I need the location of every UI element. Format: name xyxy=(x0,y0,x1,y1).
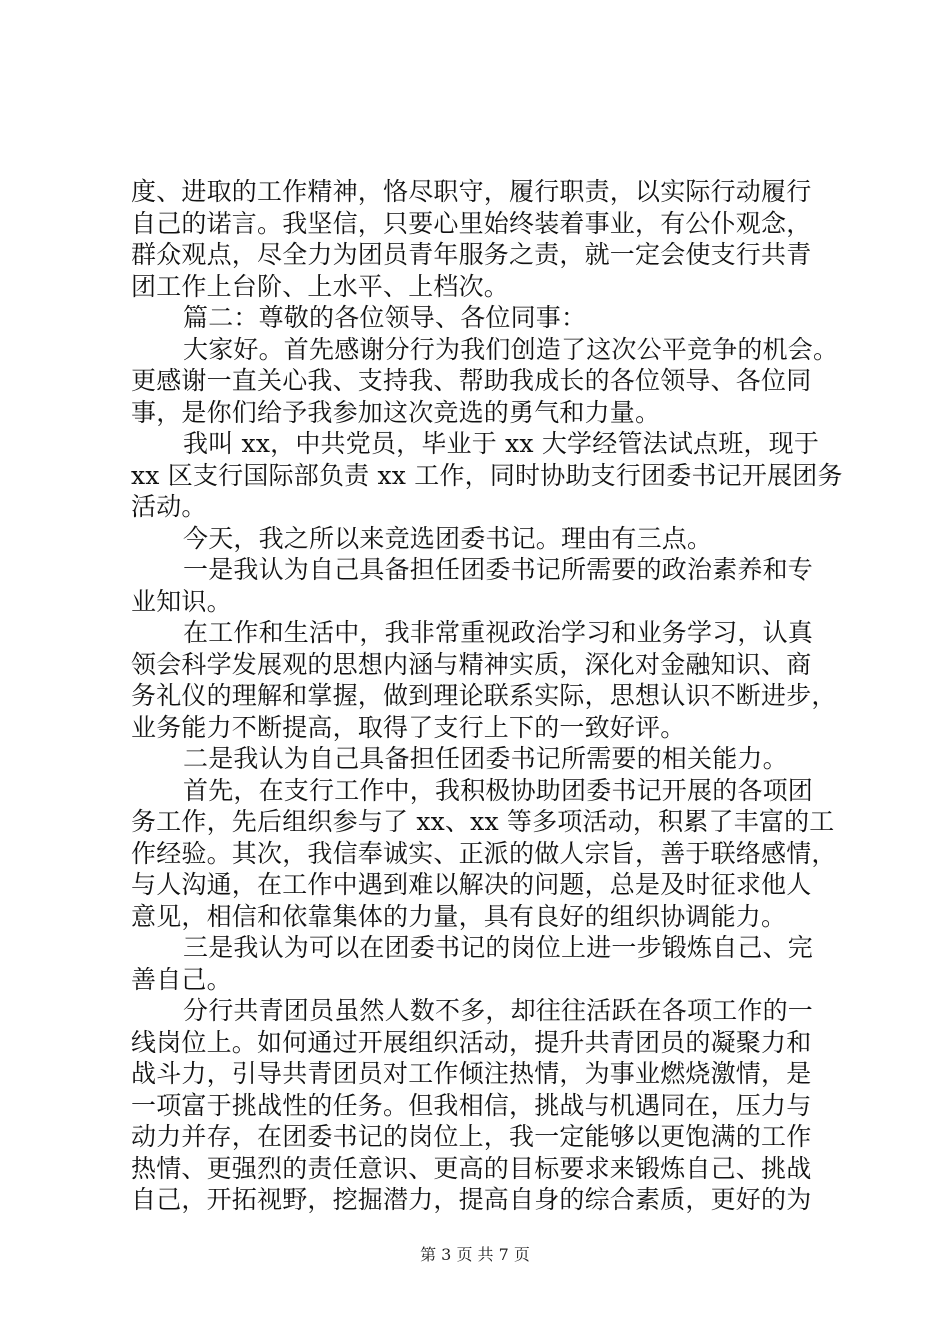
text-line: xx 区支行国际部负责 xx 工作，同时协助支行团委书记开展团务 xyxy=(131,460,843,490)
text-line: 事，是你们给予我参加这次竞选的勇气和力量。 xyxy=(131,397,661,427)
text-line: 今天，我之所以来竞选团委书记。理由有三点。 xyxy=(183,523,713,553)
text-line: 与人沟通，在工作中遇到难以解决的问题，总是及时征求他人 xyxy=(131,870,812,899)
text-line: 二是我认为自己具备担任团委书记所需要的相关能力。 xyxy=(183,744,788,773)
body-text xyxy=(131,176,843,1216)
text-line: 我叫 xx，中共党员，毕业于 xx 大学经管法试点班，现于 xyxy=(183,429,820,458)
text-line: 在工作和生活中，我非常重视政治学习和业务学习，认真 xyxy=(183,618,814,647)
text-line: 领会科学发展观的思想内涵与精神实质，深化对金融知识、商 xyxy=(131,649,812,679)
text-line: 首先，在支行工作中，我积极协助团委书记开展的各项团 xyxy=(183,775,814,805)
text-line: 作经验。其次，我信奉诚实、正派的做人宗旨，善于联络感情， xyxy=(131,838,837,868)
text-line: 团工作上台阶、上水平、上档次。 xyxy=(131,271,510,301)
text-line: 业务能力不断提高，取得了支行上下的一致好评。 xyxy=(131,712,686,742)
page-footer: 第 3 页 共 7 页 xyxy=(420,1245,530,1264)
text-line: 一是我认为自己具备担任团委书记所需要的政治素养和专 xyxy=(183,555,814,584)
text-line: 篇二：尊敬的各位领导、各位同事： xyxy=(183,303,587,332)
text-line: 线岗位上。如何通过开展组织活动，提升共青团员的凝聚力和 xyxy=(131,1027,812,1057)
text-line: 自己的诺言。我坚信，只要心里始终装着事业，有公仆观念， xyxy=(131,208,812,238)
text-line: 自己，开拓视野，挖掘潜力，提高自身的综合素质，更好的为 xyxy=(131,1185,812,1214)
text-line: 务礼仪的理解和掌握，做到理论联系实际，思想认识不断进步， xyxy=(131,681,837,710)
text-line: 业知识。 xyxy=(131,586,232,616)
text-line: 活动。 xyxy=(131,492,207,521)
text-line: 分行共青团员虽然人数不多，却往往活跃在各项工作的一 xyxy=(183,996,814,1025)
text-line: 务工作，先后组织参与了 xx、xx 等多项活动，积累了丰富的工 xyxy=(131,807,835,836)
text-line: 意见，相信和依靠集体的力量，具有良好的组织协调能力。 xyxy=(131,901,787,931)
text-line: 一项富于挑战性的任务。但我相信，挑战与机遇同在，压力与 xyxy=(131,1090,812,1120)
text-line: 大家好。首先感谢分行为我们创造了这次公平竞争的机会。 xyxy=(183,334,839,364)
text-line: 战斗力，引导共青团员对工作倾注热情，为事业燃烧激情，是 xyxy=(131,1059,812,1088)
text-line: 度、进取的工作精神，恪尽职守，履行职责，以实际行动履行 xyxy=(131,177,812,206)
text-line: 善自己。 xyxy=(131,964,232,994)
text-line: 热情、更强烈的责任意识、更高的目标要求来锻炼自己、挑战 xyxy=(131,1153,812,1183)
text-line: 更感谢一直关心我、支持我、帮助我成长的各位领导、各位同 xyxy=(131,366,812,395)
text-line: 群众观点，尽全力为团员青年服务之责，就一定会使支行共青 xyxy=(131,240,812,269)
text-line: 动力并存，在团委书记的岗位上，我一定能够以更饱满的工作 xyxy=(131,1122,812,1151)
text-line: 三是我认为可以在团委书记的岗位上进一步锻炼自己、完 xyxy=(183,933,814,962)
